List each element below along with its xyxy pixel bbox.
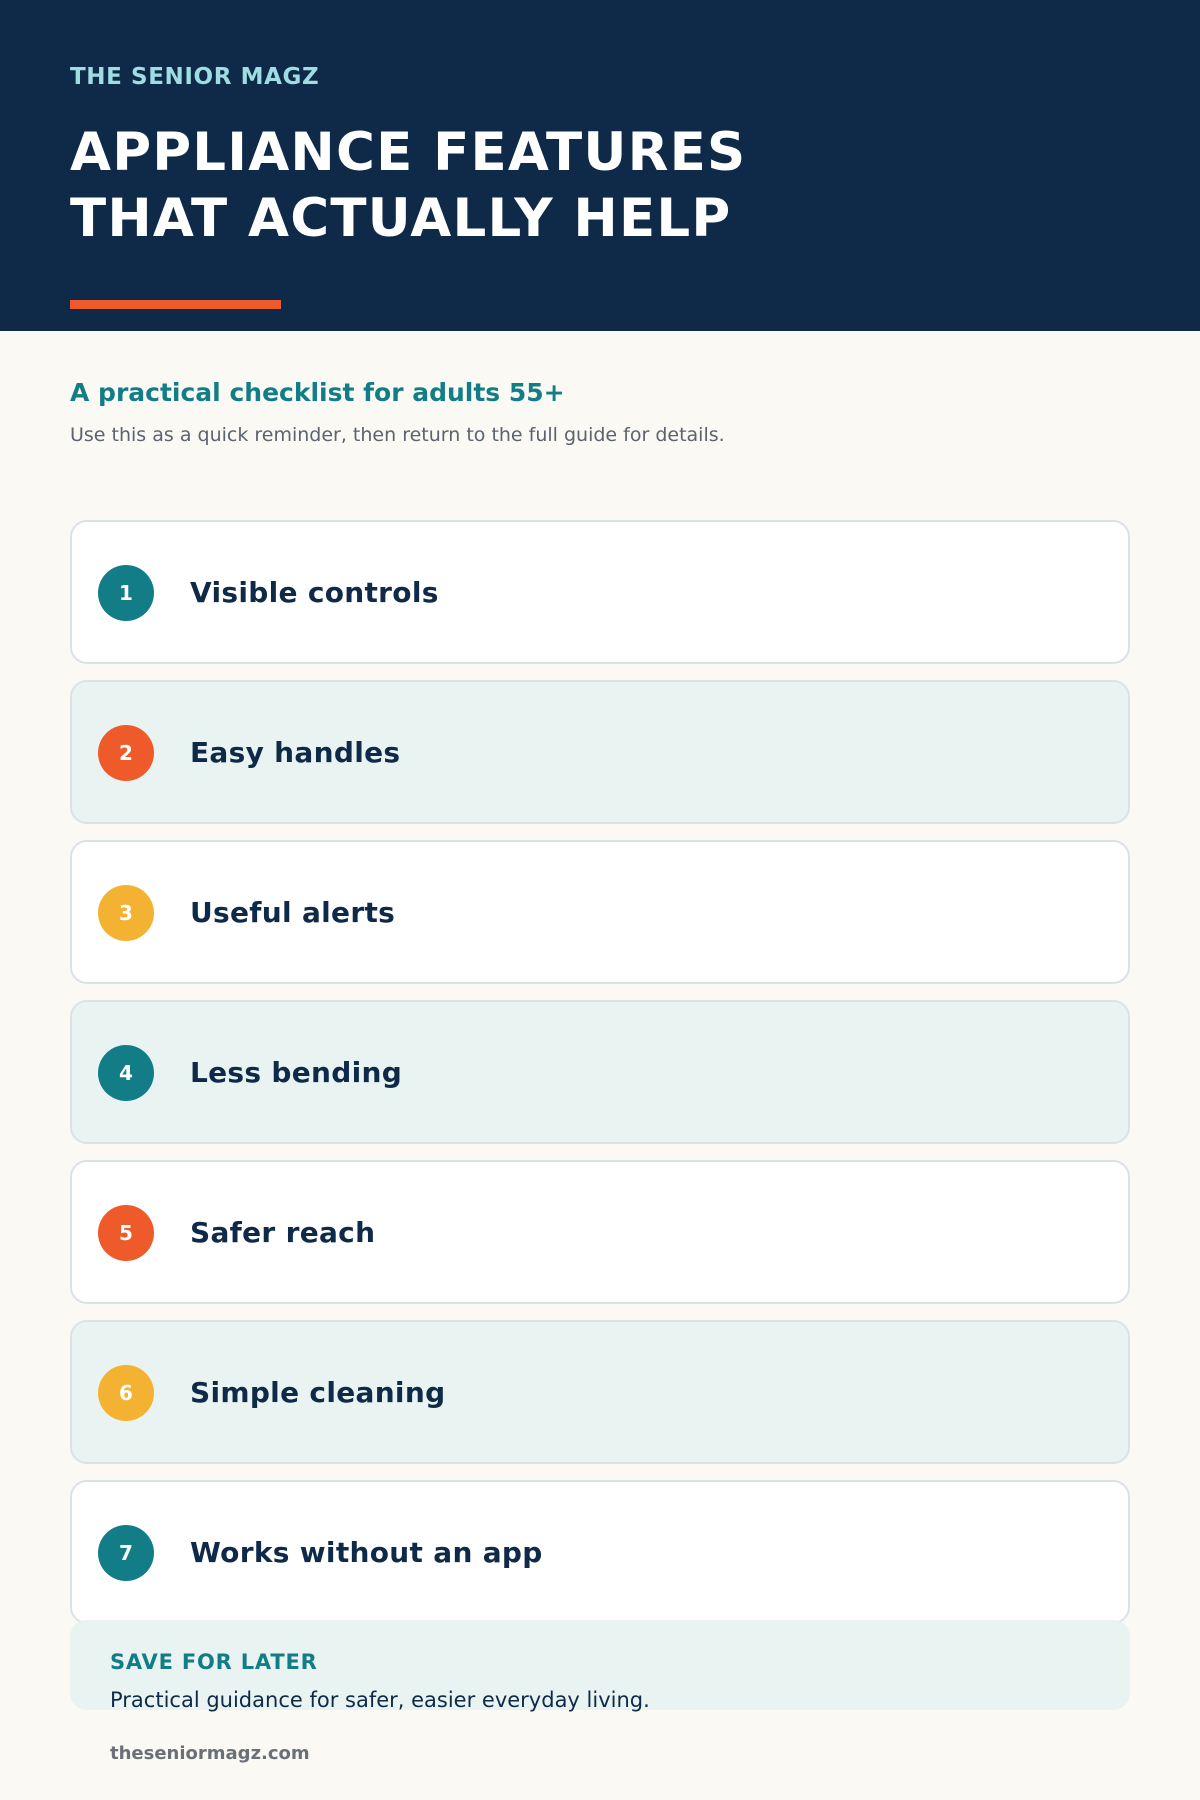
save-card-text: Practical guidance for safer, easier everyday living. xyxy=(110,1688,650,1712)
checklist-item-label: Safer reach xyxy=(190,1215,376,1249)
checklist-item-visible-controls xyxy=(70,520,1130,664)
checklist-item-works-without-app xyxy=(70,1480,1130,1624)
website-url: theseniormagz.com xyxy=(110,1743,310,1764)
checklist-item-label: Visible controls xyxy=(190,575,439,609)
checklist-item-label: Less bending xyxy=(190,1055,403,1089)
number-badge: 2 xyxy=(98,725,154,781)
title-line-2: THAT ACTUALLY HELP xyxy=(70,188,732,249)
header-banner xyxy=(0,0,1200,331)
checklist-item-useful-alerts xyxy=(70,840,1130,984)
number-badge: 3 xyxy=(98,885,154,941)
save-for-later-card xyxy=(70,1620,1130,1710)
number-badge: 4 xyxy=(98,1045,154,1101)
number-badge: 1 xyxy=(98,565,154,621)
title-line-1: APPLIANCE FEATURES xyxy=(70,122,747,183)
number-badge: 6 xyxy=(98,1365,154,1421)
checklist-item-label: Useful alerts xyxy=(190,895,396,929)
number-badge: 5 xyxy=(98,1205,154,1261)
checklist-item-label: Easy handles xyxy=(190,735,401,769)
number-badge: 7 xyxy=(98,1525,154,1581)
intro-text: Use this as a quick reminder, then return to the full guide for details. xyxy=(70,424,725,446)
checklist-item-label: Works without an app xyxy=(190,1535,543,1569)
checklist-item-label: Simple cleaning xyxy=(190,1375,446,1409)
checklist-item-simple-cleaning xyxy=(70,1320,1130,1464)
page-title xyxy=(70,120,1130,252)
checklist-subtitle: A practical checklist for adults 55+ xyxy=(70,378,565,407)
checklist-item-safer-reach xyxy=(70,1160,1130,1304)
brand-name: THE SENIOR MAGZ xyxy=(70,64,320,90)
title-accent-bar xyxy=(70,300,281,309)
checklist-item-less-bending xyxy=(70,1000,1130,1144)
checklist-item-easy-handles xyxy=(70,680,1130,824)
save-card-title: SAVE FOR LATER xyxy=(110,1650,318,1674)
